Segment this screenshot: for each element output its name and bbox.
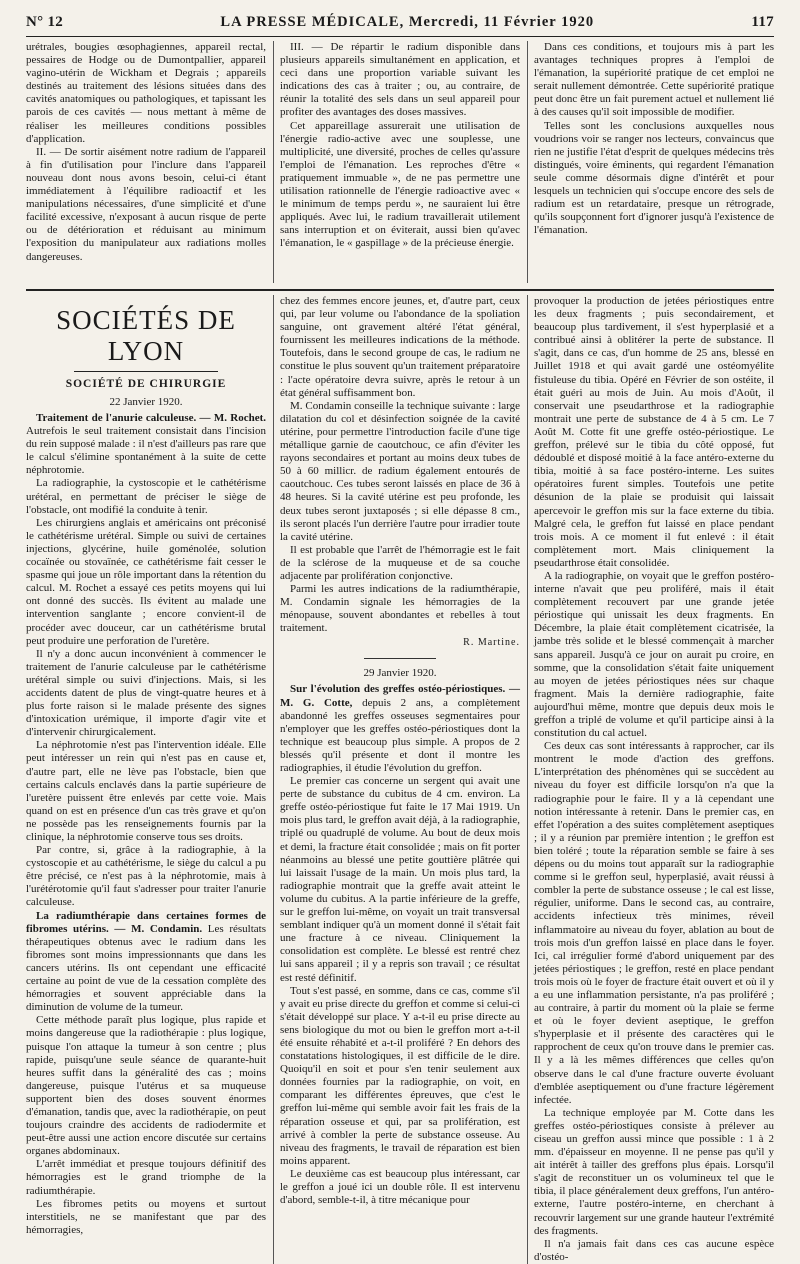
issue-number: N° 12 [26, 14, 64, 30]
paragraph-text: Tout s'est passé, en somme, dans ce cas, comme s'il y avait eu prise directe du greffon et comme si celui-ci s'était développé sur place. Y a-t-il eu prise directe au sens biologique du mot ou bien le greffon mort a-t-il été ensuite réhabité et a-t-il proliféré ? En dehors des constatations histologiques, il est difficile de le dire. Quoiqu'il en soit et pour s'en tenir seulement aux données fournies par la radiographie, on voit, en comparant les différentes épreuves, que c'est le greffon lui-même qui semble avoir fait les frais de la réparation osseuse et qui, par sa prolifération, est arrivé à combler la perte de substance osseuse. Au niveau des fragments, le travail de réparation est bien moins apparent. [280, 984, 520, 1167]
top-column-3 [534, 41, 774, 283]
page-number: 117 [751, 14, 774, 30]
society-subtitle: SOCIÉTÉ DE CHIRURGIE [65, 378, 227, 390]
paragraph: Parmi les autres indications de la radiumthérapie, M. Condamin signale les hémorragies de la ménopause, souvent abondantes et rebelles à tout traitement. [280, 583, 520, 635]
paragraph [280, 775, 520, 985]
paragraph: urétrales, bougies œsophagiennes, appareil rectal, pessaires de Hodge ou de Dumontpallier, appareil vagino-utérin de Wickham et Degrais ; appareils destinés au traitement des lésions situées dans des cavités anatomiques ou pathologiques, et tapissant les parois de ces cavités — nous mettant à même de réaliser les meilleures conditions possibles d'application. [26, 41, 266, 145]
paragraph: III. — De répartir le radium disponible dans plusieurs appareils simultanément en application, et ceci dans une proportion variable suivant les indications des cas à traiter ; ou, au contraire, de réunir la totalité des sels dans un seul appareil pour profiter des avantages des doses massives. [280, 41, 520, 119]
section-column-3 [534, 295, 774, 1264]
session-rule [364, 658, 436, 659]
paragraph: Il est probable que l'arrêt de l'hémorragie est le fait de la sclérose de la muqueuse et de sa couche adjacente par prolifération conjonctive. [280, 543, 520, 582]
paragraph [26, 1198, 266, 1237]
running-head [26, 14, 774, 34]
paragraph-text: La radiographie, la cystoscopie et le cathétérisme urétéral, en permettant de préciser le siège de l'obstacle, ont modifié la conduite à tenir. [26, 477, 266, 516]
societes-section [26, 295, 774, 1263]
section-column-1 [26, 295, 266, 1264]
title-rule [74, 371, 218, 372]
communication-paragraph [280, 683, 520, 775]
journal-title: LA PRESSE MÉDICALE, Mercredi, 11 Février 1920 [220, 14, 595, 30]
paragraph: chez des femmes encore jeunes, et, d'autre part, ceux qui, par leur volume ou l'abondance de la spoliation sanguine, ont gravement altéré l'état général, fournissent les meilleures indications de la méthode. Toutefois, dans le second groupe de cas, le radium ne constitue le plus souvent qu'un traitement préparatoire : l'acte opératoire devra suivre, après le retour à un état général suffisamment bon. [280, 295, 520, 399]
top-column-1 [26, 41, 266, 283]
paragraph: M. Condamin conseille la technique suivante : large dilatation du col et désinfection soignée de la cavité utérine, pour permettre l'introduction facile d'une tige métallique garnie de caoutchouc, ce afin d'éviter les rayons secondaires et portant au moins deux tubes de 50 à 60 millicr. de radium également entourés de caoutchouc. Ces tubes seront laissés en place de 36 à 48 heures. Si la cavité utérine est peu profonde, les deux tubes seront juxtaposés ; si elle dépasse 8 cm., ils seront placés l'un derrière l'autre pour irradier toute la cavité utérine. [280, 399, 520, 543]
paragraph [26, 844, 266, 909]
communication-heading: Sur l'évolution des greffes ostéo-périostiques. — M. G. Cotte, [280, 683, 520, 709]
paragraph [26, 1014, 266, 1158]
communication-heading: Traitement de l'anurie calculeuse. — M. Rochet. [36, 412, 266, 424]
top-article [26, 41, 774, 283]
paragraph-text: L'arrêt immédiat et presque toujours définitif des hémorragies est le grand triomphe de la radiumthérapie. [26, 1158, 266, 1197]
column-1-text [26, 412, 266, 1237]
paragraph-text: Les fibromes petits ou moyens et surtout interstitiels, ne se manifestant que par des hémorragies, [26, 1197, 266, 1236]
paragraph-text: Autrefois le seul traitement consistait dans l'incision du rein supposé malade : il n'est d'ailleurs pas rare que le calcul s'élimine spontanément à la suite de cette néphrotomie. [26, 425, 266, 477]
session-date: 29 Janvier 1920. [363, 667, 437, 680]
paragraph: Il n'a jamais fait dans ces cas aucune espèce d'ostéo- [534, 1237, 774, 1263]
paragraph-text: Le premier cas concerne un sergent qui avait une perte de substance du cubitus de 4 cm. environ. La greffe ostéo-périostique fut faite le 17 Mai 1919. Un mois plus tard, le greffon avait déjà, à la radiographie, triplé ou quadruplé de volume. Au bout de deux mois et demi, la fracture était consolidée ; mais on fit porter néanmoins au blessé une petite gouttière plâtrée qui lui laissait l'usage de la main. Un mois plus tard, la radiographie montrait que la greffe avait atteint le volume du cubitus. A la partie inférieure de la greffe, sur le greffon lui-même, on voyait un trait transversal semblant indiquer qu'à un moment donné il s'était fait une fracture à ce niveau. Cliniquement la consolidation est complète. Le blessé est rentré chez lui sans appareil ; il y a repris son travail ; ce résultat est resté définitif. [280, 775, 520, 984]
paragraph [280, 1168, 520, 1207]
communication-heading: La radiumthérapie dans certaines formes de fibromes utérins. — M. Condamin. [26, 909, 266, 935]
paragraph-text: Par contre, si, grâce à la radiographie, à la cystoscopie et au cathétérisme, le siège du calcul a pu être précisé, ce n'est pas à la néphrotomie, mais à l'urétérotomie qu'il faut s'adresser pour traiter l'anurie calculeuse. [26, 844, 266, 909]
paragraph [26, 477, 266, 516]
paragraph-text: Il n'y a donc aucun inconvénient à commencer le traitement de l'anurie calculeuse par le cathétérisme urétéral simple ou suivi d'injections. Mais, si les accidents datent de plus de vingt-quatre heures et à plus forte raison si le malade présente des signes d'intoxication urémique, il importe d'agir vite et d'intervenir chirurgicalement. [26, 647, 266, 739]
section-column-2 [280, 295, 520, 1264]
section-divider [26, 289, 774, 291]
paragraph-text: La néphrotomie n'est pas l'intervention idéale. Elle peut intéresser un rein qui n'est pas en cause et, d'autre part, elle ne lève pas l'obstacle, bien que certains calculs enclavés dans la partie supérieure de l'uretère puissent être enlevés par cette voie. Mais quand on est en présence d'un cas très grave et qu'on ne possède pas les renseignements fournis par la clinique, la néphrotomie conserve tous ses droits. [26, 739, 266, 843]
paragraph [26, 648, 266, 740]
paragraph: Dans ces conditions, et toujours mis à part les avantages techniques propres à l'emploi de l'émanation, la supériorité pratique de cet emploi ne serait nullement démontrée. Cette supériorité pratique peut donc être un fait purement actuel et nullement lié à des causes qu'il soit impossible de modifier. [534, 41, 774, 119]
communication-paragraph [26, 910, 266, 1015]
paragraph [26, 517, 266, 648]
paragraph: Cet appareillage assurerait une utilisation de l'énergie radio-active avec une souplesse, une multiplicité, une diversité, proches de celles qu'assure l'emploi de l'émanation. Les reproches d'être « pratiquement immuable », de ne pas permettre une utilisation rationnelle de l'énergie radioactive avec « le minimum de temps perdu », ne sauraient lui être appliqués. Avec lui, le radium travaillerait utilement sans interruption et on éviterait, aussi bien qu'avec l'émanation, le « gaspillage » de la précieuse énergie. [280, 119, 520, 250]
session-date: 22 Janvier 1920. [109, 396, 183, 408]
paragraph-text: Les résultats thérapeutiques obtenus avec le radium dans les fibromes sont moins impressionnants que dans les cancers utérins. Ils ont cependant une efficacité certaine au point de vue de la cessation complète des hémorragies et souvent appréciable dans la diminution de volume de la tumeur. [26, 922, 266, 1014]
paragraph-text: depuis 2 ans, a complètement abandonné les greffes osseuses segmentaires pour n'employer que les greffes ostéo-périostiques dont la technique est beaucoup plus simple. A propos de 2 blessés qu'il présente et dont il montre les radiographies, il étudie l'évolution du greffon. [280, 696, 521, 774]
author-signature: R. Martine. [463, 637, 520, 649]
paragraph: La technique employée par M. Cotte dans les greffes ostéo-périostiques consiste à prélever au ciseau un greffon aussi mince que possible : 1 à 2 mm. d'épaisseur en moyenne. Il ne pense pas qu'il y ait intérêt à tailler des greffons plus épais. Lorsqu'il s'agit de reconstituer un os volumineux tel que le tibia, il place généralement deux greffons, l'un antéro-externe, l'autre postéro-interne, en cherchant à recouvrir largement sur une grande hauteur l'extrémité des fragments. [534, 1106, 774, 1237]
paragraph: II. — De sortir aisément notre radium de l'appareil à fin d'utilisation pour l'inclure dans l'appareil nouveau dont nous avons besoin, celui-ci étant immédiatement à l'équilibre radioactif et les manipulations nécessaires, d'une simplicité et d'une facilité excessive, n'exposant à aucun risque de perte ou de détérioration et réduisant au minimum l'exposition du manipulateur aux radiations molles dangereuses. [26, 145, 266, 263]
communication-paragraph [26, 412, 266, 477]
section-title: SOCIÉTÉS DE LYON [56, 305, 236, 366]
paragraph [26, 1158, 266, 1197]
paragraph: A la radiographie, on voyait que le greffon postéro-interne n'avait que peu proliféré, mais il était complètement recouvert par une grande jetée périostique qui unissait les deux fragments. En Décembre, la plaie était complètement cicatrisée, la jambe très solide et le blessé commençait à marcher sans appareil. Jusqu'à ce jour on aurait pu croire, en somme, que la consolidation s'était faite uniquement au moyen de jetées périostiques nées sur chaque fragment. Mais la dernière radiographie, faite aujourd'hui même, montre que depuis deux mois le greffon a triplé de volume et qu'il participe ainsi à la constitution du cal actuel. [534, 569, 774, 740]
header-rule [26, 36, 774, 37]
paragraph: Ces deux cas sont intéressants à rapprocher, car ils montrent le mode d'action des greffons. L'interprétation des phénomènes qui se succèdent au niveau du foyer est difficile lorsqu'on n'a que la radiographie pour le faire. Il y a là cependant une notion intéressante à retenir. Dans le premier cas, en effet l'opération a des suites complètement aseptiques ; il y a réunion par première intention ; le greffon est bien toléré ; toute la réparation semble se faire à ses dépens ou du moins tout apparaît sur la radiographie comme si le greffon seul, hyperplasié, avait réussi à combler la perte de substance osseuse ; le cal est lisse, régulier, uniforme. Dans le second cas, au contraire, accidents infectieux très minimes, réveil inflammatoire au niveau du foyer, ablation au bout de trois mois d'un greffon laissé en place dans le foyer. Ici, cal irrégulier formé d'abord uniquement par des jetées périostiques ; le greffon, resté en place pendant trois mois où le foyer de fracture était ouvert et où il y a eu une inflammation persistante, n'a pas proliféré ; au contraire, à partir du moment où la plaie se ferme et où le foyer devient aseptique, le greffon s'hyperplasie et il présente des caractères qui le rapprochent de ceux qu'on trouve dans le premier cas. Il y a là les mêmes différences que celles qu'on observe dans le cal d'une fracture ouverte évoluant d'emblée aseptiquement ou d'une fracture légèrement infectée. [534, 740, 774, 1106]
top-column-2 [280, 41, 520, 283]
paragraph-text: Cette méthode paraît plus logique, plus rapide et moins dangereuse que la radiothérapie : plus logique, puisque l'on attaque la tumeur à son centre ; plus rapide, puisqu'une seule séance de quarante-huit heures suffit dans la généralité des cas ; moins dangereuse, puisque l'utérus et sa muqueuse supportent bien des doses souvent énormes d'émanation, tandis que, avec la radiothérapie, on peut toujours craindre des accidents de radiodermite et peut-être aussi une action encore discutée sur certains organes abdominaux. [26, 1014, 266, 1158]
paragraph-text: Le deuxième cas est beaucoup plus intéressant, car le greffon a joué ici un double rôle. Il est intervenu d'abord, semble-t-il, à titre mécanique pour [280, 1167, 520, 1207]
paragraph [280, 985, 520, 1168]
column-2-text [280, 683, 520, 1207]
paragraph [26, 739, 266, 844]
paragraph: provoquer la production de jetées périostiques entre les deux fragments ; puis secondairement, et beaucoup plus tardivement, il s'est hyperplasié et a contribué ainsi à oblitérer la perte de substance. Il s'agit, dans ce cas, d'un homme de 25 ans, blessé en Juillet 1918 et qui avait gardé une ostéomyélite fistuleuse du tibia. Opéré en Février de son ostéite, il était guéri au mois de Juin. Au mois d'Août, il conservait une pseudarthrose et la radiographie montrait une perte de substance de 4 à 5 cm. Le 7 Août M. Cotte fit une greffe ostéo-périostique. Le greffon, prélevé sur le tibia du côté opposé, fut dédoublé et disposé moitié à la face antéro-externe du tibia, moitié à sa face postéro-interne. Les suites opératoires furent simples. Toutefois une petite désunion de la plaie se produisit qui laissait apercevoir le greffon mis sur la face externe du tibia. Malgré cela, le greffon fut laissé en place pendant trois mois. A ce moment il fut enlevé : il était complètement mort. Mais cliniquement la pseudarthrose était consolidée. [534, 295, 774, 569]
paragraph-text: Les chirurgiens anglais et américains ont préconisé le cathétérisme urétéral. Simple ou suivi de certaines injections, glycérine, huile goménolée, solution cocaïnée ou stovaïnée, ce cathétérisme fait cesser le spasme qui joue un rôle important dans la rétention du calcul. M. Rochet a essayé ces petits moyens qui lui ont donné des succès. Ils évitent au malade une intervention sanglante ; encore convient-il de procéder avec douceur, car un cathétérisme brutal peut produire une perforation de l'uretère. [26, 516, 266, 647]
paragraph: Telles sont les conclusions auxquelles nous voudrions voir se ranger nos lecteurs, convaincus que rien ne justifie l'état d'esprit de quelques médecins très distingués, voire éminents, qui regardent l'émanation seule comme désormais digne d'intérêt et pour lesquels un technicien qui s'occupe encore des sels de radium est un retardataire, presque un rétrograde, qu'ils soupçonnent fort d'ignorer jusqu'à l'existence de l'émanation. [534, 119, 774, 237]
